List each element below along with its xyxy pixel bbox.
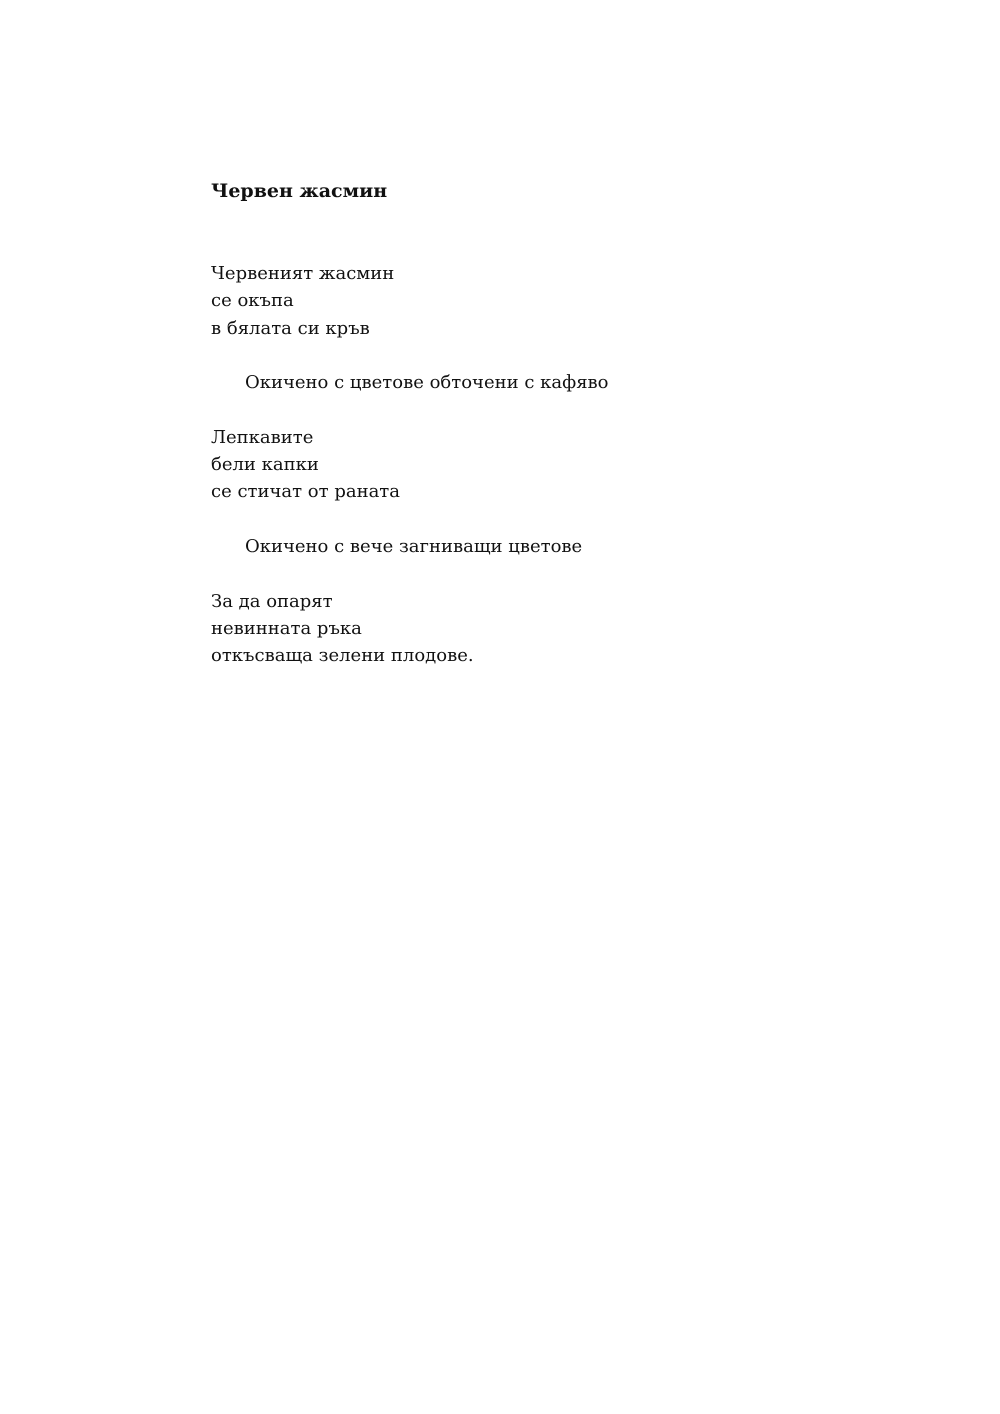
poem-line: в бялата си кръв [211, 317, 370, 339]
poem-line: невинната ръка [211, 617, 362, 639]
poem-title: Червен жасмин [211, 180, 388, 202]
stanza-gap [211, 396, 609, 423]
stanza-gap [211, 560, 609, 587]
poem-line: се окъпа [211, 290, 294, 312]
stanza-gap [211, 342, 609, 369]
poem-refrain: Окичено с вече загниващи цветове [245, 535, 583, 557]
poem-line: Червеният жасмин [211, 263, 395, 284]
poem-line: Лепкавите [211, 426, 314, 448]
poem-line: откъсваща зелени плодове. [211, 645, 474, 667]
poem-line: бели капки [211, 454, 319, 476]
poem-line: За да опарят [211, 590, 333, 612]
poem-body [211, 260, 609, 669]
stanza-gap [211, 506, 609, 533]
poem-refrain: Окичено с цветове обточени с кафяво [245, 372, 609, 394]
poem-line: се стичат от раната [211, 481, 400, 503]
